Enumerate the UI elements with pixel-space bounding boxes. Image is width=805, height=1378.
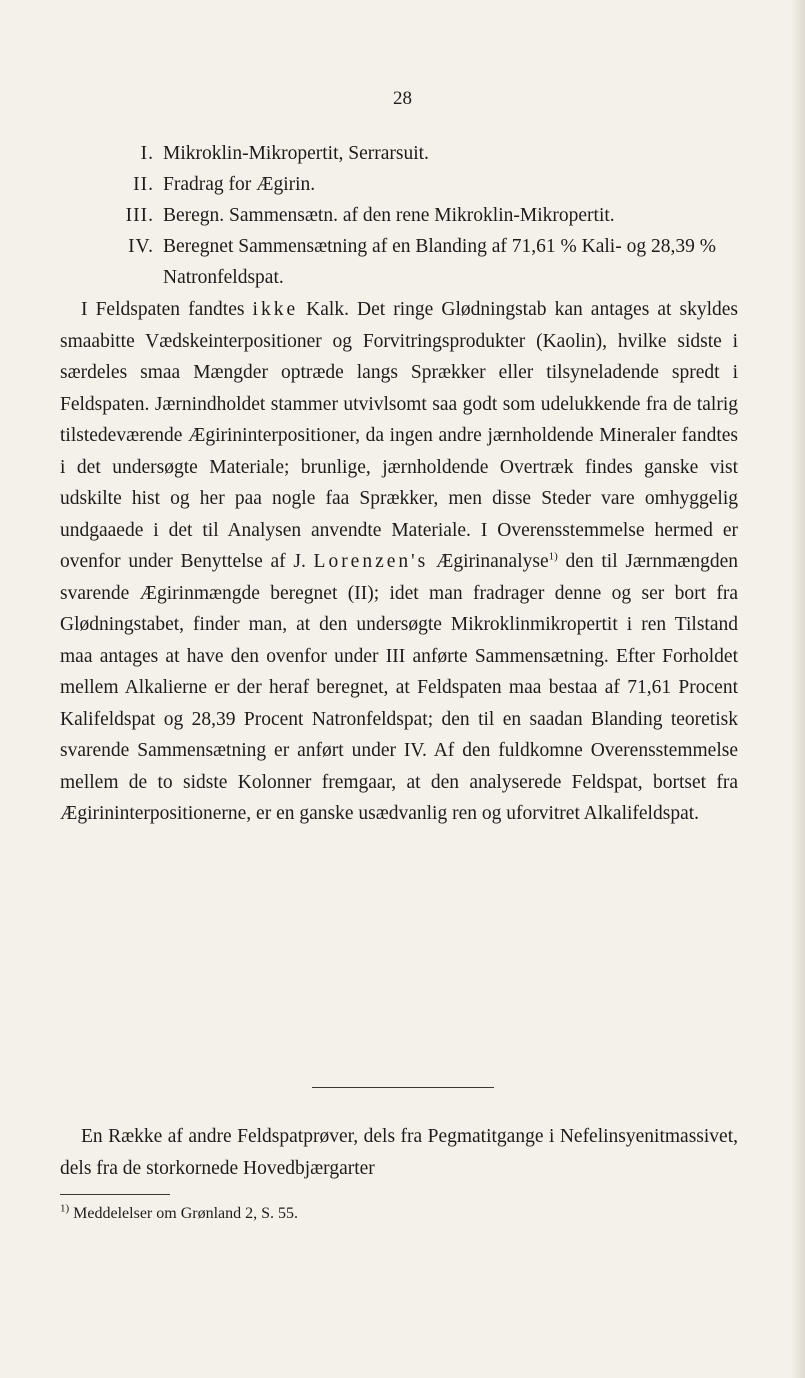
page-number: 28 [393, 88, 412, 109]
list-item-number: IV. [128, 236, 154, 257]
section-divider [312, 1087, 494, 1088]
paragraph-text: Ægirinanalyse [428, 551, 549, 572]
list-item-number: I. [140, 143, 154, 164]
page-edge-shadow [791, 0, 805, 1378]
list-item-text: Beregnet Sammensætning af en Blanding af 71,61 % Kali- og 28,39 % Natronfeldspat. [163, 236, 716, 288]
list-item [117, 169, 737, 200]
list-item-text: Fradrag for Ægirin. [163, 174, 316, 195]
footnote-divider [60, 1194, 170, 1195]
list-item [117, 138, 737, 169]
list-item-text: Mikroklin-Mikropertit, Serrarsuit. [163, 143, 429, 164]
list-item-number: II. [133, 174, 154, 195]
paragraph-text: I Feldspaten fandtes [81, 299, 253, 320]
footnote-mark: 1) [60, 1202, 70, 1215]
author-name-lorenzen: Lorenzen's [313, 551, 429, 572]
emphasis-ikke: ikke [252, 299, 299, 320]
paragraph-text: Kalk. Det ringe Glødningstab kan antages at skyldes smaabitte Vædskeinterpositioner og Forvitringsprodukter (Kaolin), hvilke sidste i særdeles smaa Mængder optræde langs Sprækker eller tilsyneladende spredt i Feldspaten. Jærnindholdet stammer utvivlsomt saa godt som udelukkende fra de talrig tilstedeværende Ægirininterpositioner, da ingen andre jærnholdende Mineraler fandtes i det undersøgte Materiale; brunlige, jærnholdende Overtræk findes ganske vist udskilte hist og her paa nogle faa Sprækker, men disse Steder vare omhyggelig undgaaede i det til Analysen anvendte Materiale. I Overensstemmelse hermed er ovenfor under Benyttelse af J. [60, 299, 739, 572]
footnote [60, 1204, 298, 1224]
list-item [117, 231, 737, 293]
list-item [117, 200, 737, 231]
analysis-column-list [117, 138, 737, 293]
body-paragraph-feldspar-analysis [60, 294, 738, 830]
list-item-text: Beregn. Sammensætn. af den rene Mikroklin-Mikropertit. [163, 205, 615, 226]
footnote-text: Meddelelser om Grønland 2, S. 55. [69, 1205, 299, 1222]
body-paragraph-feldspar-samples: En Række af andre Feldspatprøver, dels fra Pegmatitgange i Nefelinsyenitmassivet, dels fra de storkornede Hovedbjærgarter [60, 1126, 738, 1179]
paragraph-text: den til Jærnmængden svarende Ægirinmængde beregnet (II); idet man fradrager denne og ser bort fra Glødningstabet, finder man, at den undersøgte Mikroklinmikropertit i ren Tilstand maa antages at have den ovenfor under III anførte Sammensætning. Efter Forholdet mellem Alkalierne er der heraf beregnet, at Feldspaten maa bestaa af 71,61 Procent Kalifeldspat og 28,39 Procent Natronfeldspat; den til en saadan Blanding teoretisk svarende Sammensætning er anført under IV. Af den fuldkomne Overensstemmelse mellem de to sidste Kolonner fremgaar, at den analyserede Feldspat, bortset fra Ægirininterpositionerne, er en ganske usædvanlig ren og uforvitret Alkalifeldspat. [60, 551, 739, 824]
list-item-number: III. [125, 205, 154, 226]
footnote-reference: 1) [548, 550, 558, 563]
